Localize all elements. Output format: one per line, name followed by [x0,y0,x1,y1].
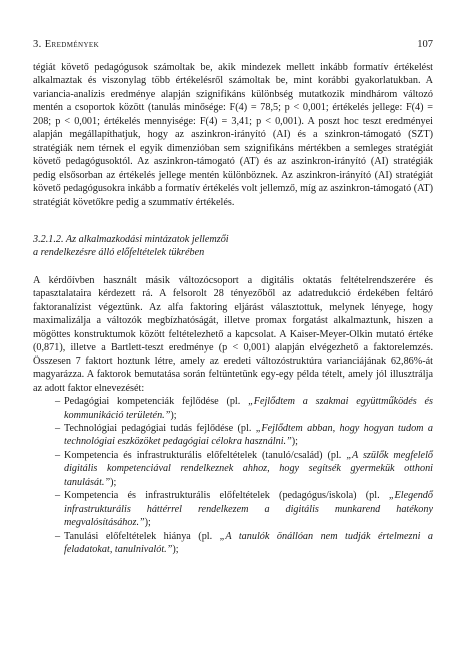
factor-name: Kompetencia és infrastrukturális előfeltételek (pedagógus/iskola) (pl. [64,490,389,502]
factor-close: ); [291,436,299,448]
paragraph-factor-analysis: A kérdőívben használt másik változócsoport a digitális oktatás feltételrendszerére és tapasztalataira kérdezett rá. A felsorolt 28 tényezőből az adatredukció érdekében feltáró faktoranalízist végeztünk. Az alfa faktoring eljárást választottuk, melynek lényege, hogy maximalizálja a változók megbízhatóságát, illetve promax forgatást alkalmaztunk, hiszen a mögöttes konstruktumok között feltételezhető a kapcsolat. A Kaiser-Meyer-Olkin mutató értéke (0,871), illetve a Bartlett-teszt eredménye (p < 0,001) alapján elvégezhető a faktorelemzés. Összesen 7 faktort hoztunk létre, amely az eredeti változóstruktúra varianciájának 62,86%-át magyarázza. A faktorok bemutatása során feltüntetünk egy-egy példa tételt, amely jól illusztrálja az adott faktor elnevezését: [33,274,433,394]
subsection-heading [33,233,433,260]
page-number: 107 [417,39,433,50]
factor-list [33,395,433,556]
running-head [33,39,433,51]
factor-close: ); [144,517,151,529]
factor-example: „Fejlődtem abban, hogy hogyan tudom a technológiai eszközöket pedagógiai célokra használni.” [64,422,433,448]
subsection-heading-line2: a rendelkezésre álló előfeltételek tükrében [33,247,205,259]
factor-name: Kompetencia és infrastrukturális előfeltételek (tanuló/család) (pl. [64,449,347,461]
factor-close: ); [172,544,179,556]
factor-item [55,395,433,422]
factor-item [55,530,433,557]
chapter-title: 3. Eredmények [33,39,100,50]
subsection-heading-line1: 3.2.1.2. Az alkalmazkodási mintázatok jellemzői [33,233,229,245]
factor-item [55,449,433,489]
factor-item [55,489,433,529]
factor-example: „A tanulók önállóan nem tudják értelmezni a feladatokat, tanulnivalót.” [64,530,433,556]
factor-example: „A szülők megfelelő digitális kompetenciával rendelkeznek ahhoz, hogy segítsék gyermekük otthoni tanulását.” [64,449,433,488]
factor-example: „Elegendő infrastrukturális háttérrel rendelkezem a digitális munkarend hatékony megvalósításához.” [64,490,433,529]
factor-name: Tanulási előfeltételek hiánya (pl. [64,530,220,542]
paragraph-results: tégiát követő pedagógusok számoltak be, akik mindezek mellett inkább formatív értékelést alkalmaztak és viszonylag több értékelésről számoltak be, mint korábbi gyakorlatukban. A variancia-analízis eredménye alapján szignifikáns különbség mutatkozik mindhárom változó mentén a csoportok között (tanulás minősége: F(4) = 78,5; p < 0,001; értékelés jellege: F(4) = 208; p < 0,001; értékelés mennyisége: F(4) = 3,41; p < 0,001). A poszt hoc teszt eredményei alapján megállapíthatjuk, hogy az aszinkron-irányító (AI) és a szinkron-támogató (SZT) stratégiák nem térnek el egyik dimenzióban sem szignifikáns mértékben a semleges stratégiát követő pedagógusoktól. Az aszinkron-támogató (AT) és az aszinkron-irányító (AI) stratégiák pedig elsősorban az értékelés jellege mentén különböznek. Az aszinkron-irányító (AI) stratégiát követő pedagógusokra inkább a formatív értékelés volt jellemző, míg az aszinkron-támogató (AT) stratégiát követőkre pedig a szummatív értékelés. [33,62,433,208]
factor-close: ); [170,409,177,421]
factor-item [55,422,433,449]
page-body [33,61,433,557]
factor-name: Technológiai pedagógiai tudás fejlődése (pl. [64,422,256,434]
factor-close: ); [110,476,117,488]
factor-example: „Fejlődtem a szakmai együttműködés és kommunikáció területén.” [64,396,433,421]
factor-name: Pedagógiai kompetenciák fejlődése (pl. [64,396,249,408]
